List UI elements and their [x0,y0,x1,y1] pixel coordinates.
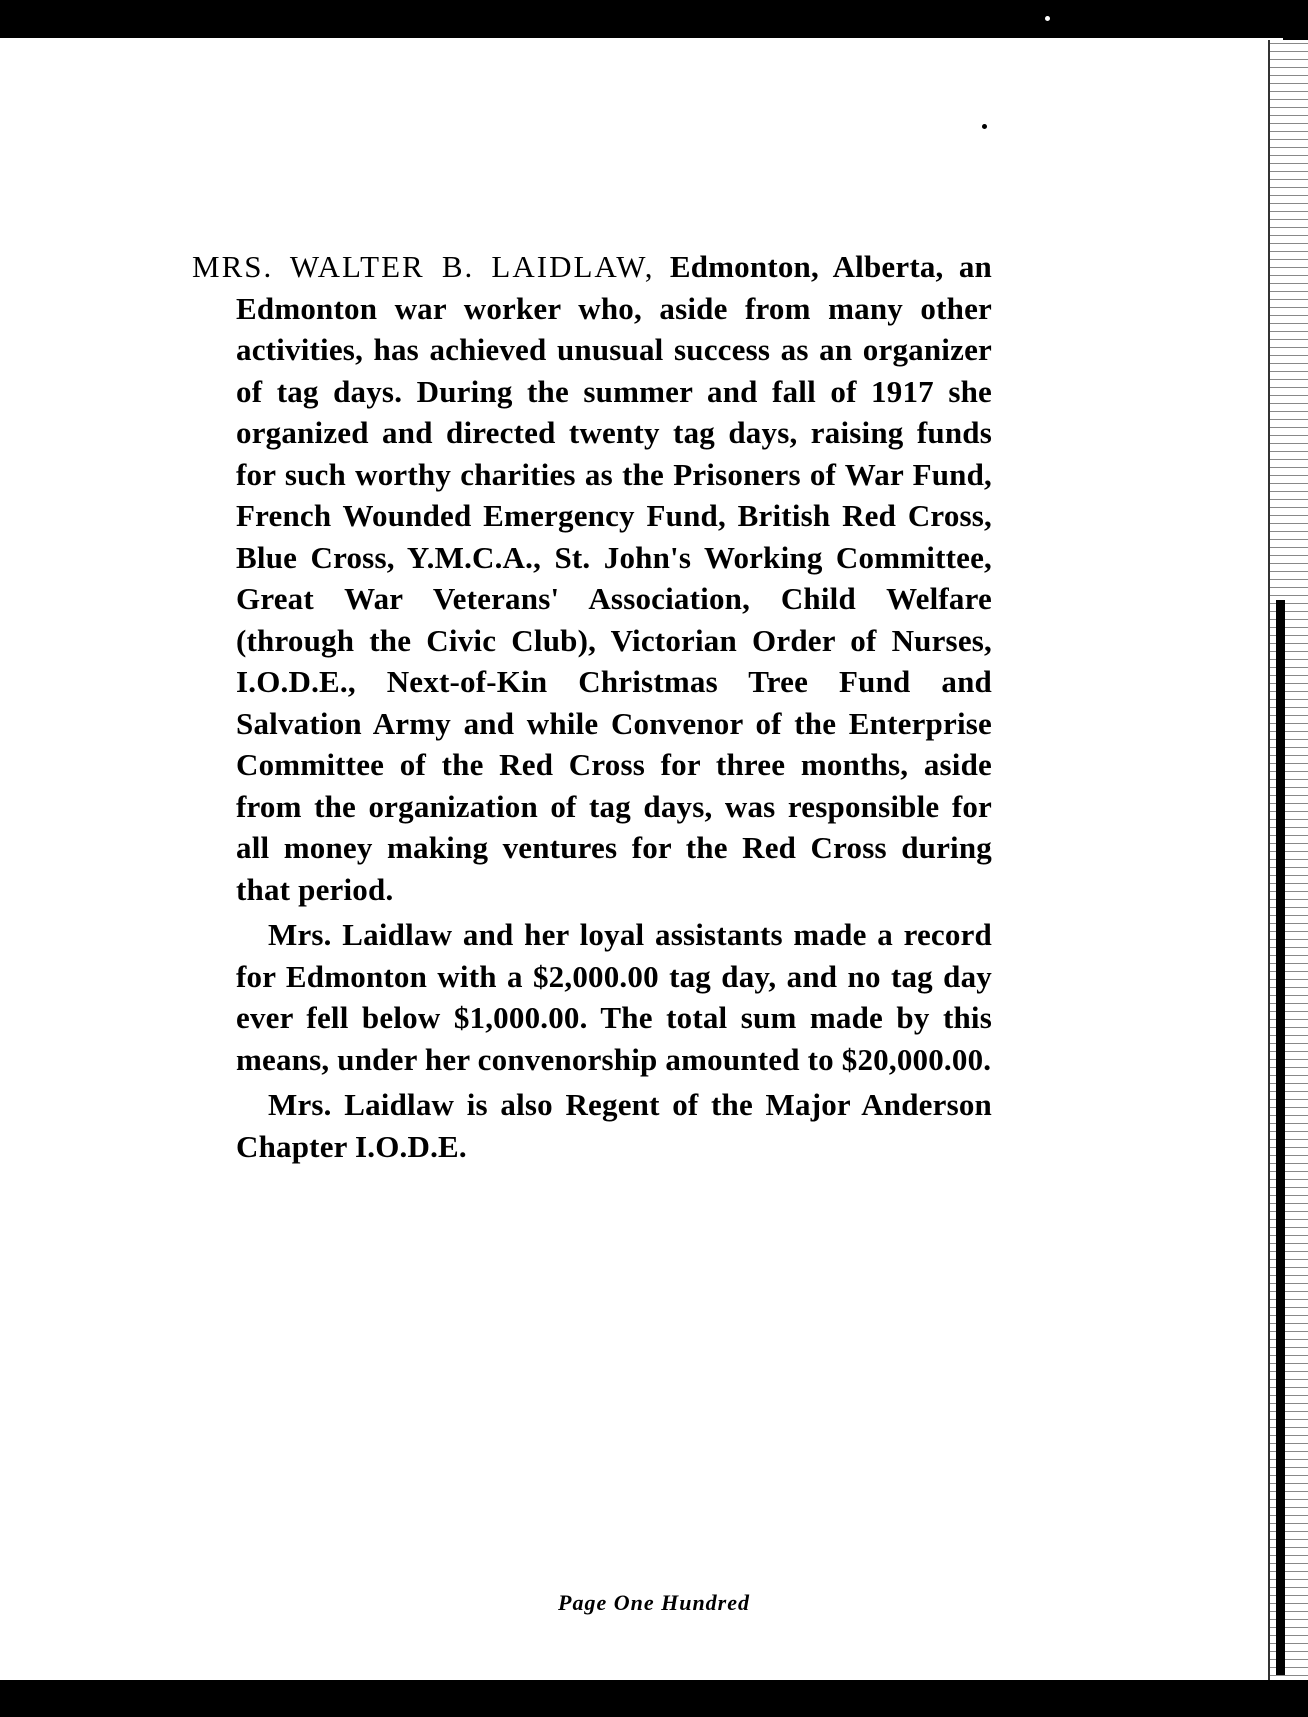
biography-article [192,246,992,1171]
regent-paragraph: Mrs. Laidlaw is also Regent of the Major Anderson Chapter I.O.D.E. [236,1087,992,1164]
scan-speck [982,124,987,129]
lead-paragraph [192,246,992,910]
page-edge [1268,40,1308,1680]
scan-speck [1045,16,1050,21]
binding-shadow [1276,600,1285,1675]
subject-name: MRS. WALTER B. LAIDLAW, [192,249,655,284]
record-paragraph: Mrs. Laidlaw and her loyal assistants made a record for Edmonton with a $2,000.00 tag day, and no tag day ever fell below $1,000.00. The total sum made by this means, under her convenorship amounted to $20,000.00. [236,917,992,1077]
lead-paragraph-text: Edmonton, Alberta, an Edmonton war worker who, aside from many other activities, has achieved unusual success as an organizer of tag days. During the summer and fall of 1917 she organized and directed twenty tag days, raising funds for such worthy charities as the Prisoners of War Fund, French Wounded Emergency Fund, British Red Cross, Blue Cross, Y.M.C.A., St. John's Working Committee, Great War Veterans' Association, Child Welfare (through the Civic Club), Victorian Order of Nurses, I.O.D.E., Next-of-Kin Christmas Tree Fund and Salvation Army and while Convenor of the Enterprise Committee of the Red Cross for three months, aside from the organization of tag days, was responsible for all money making ventures for the Red Cross during that period. [236,249,992,907]
page-number-footer: Page One Hundred [558,1590,750,1615]
